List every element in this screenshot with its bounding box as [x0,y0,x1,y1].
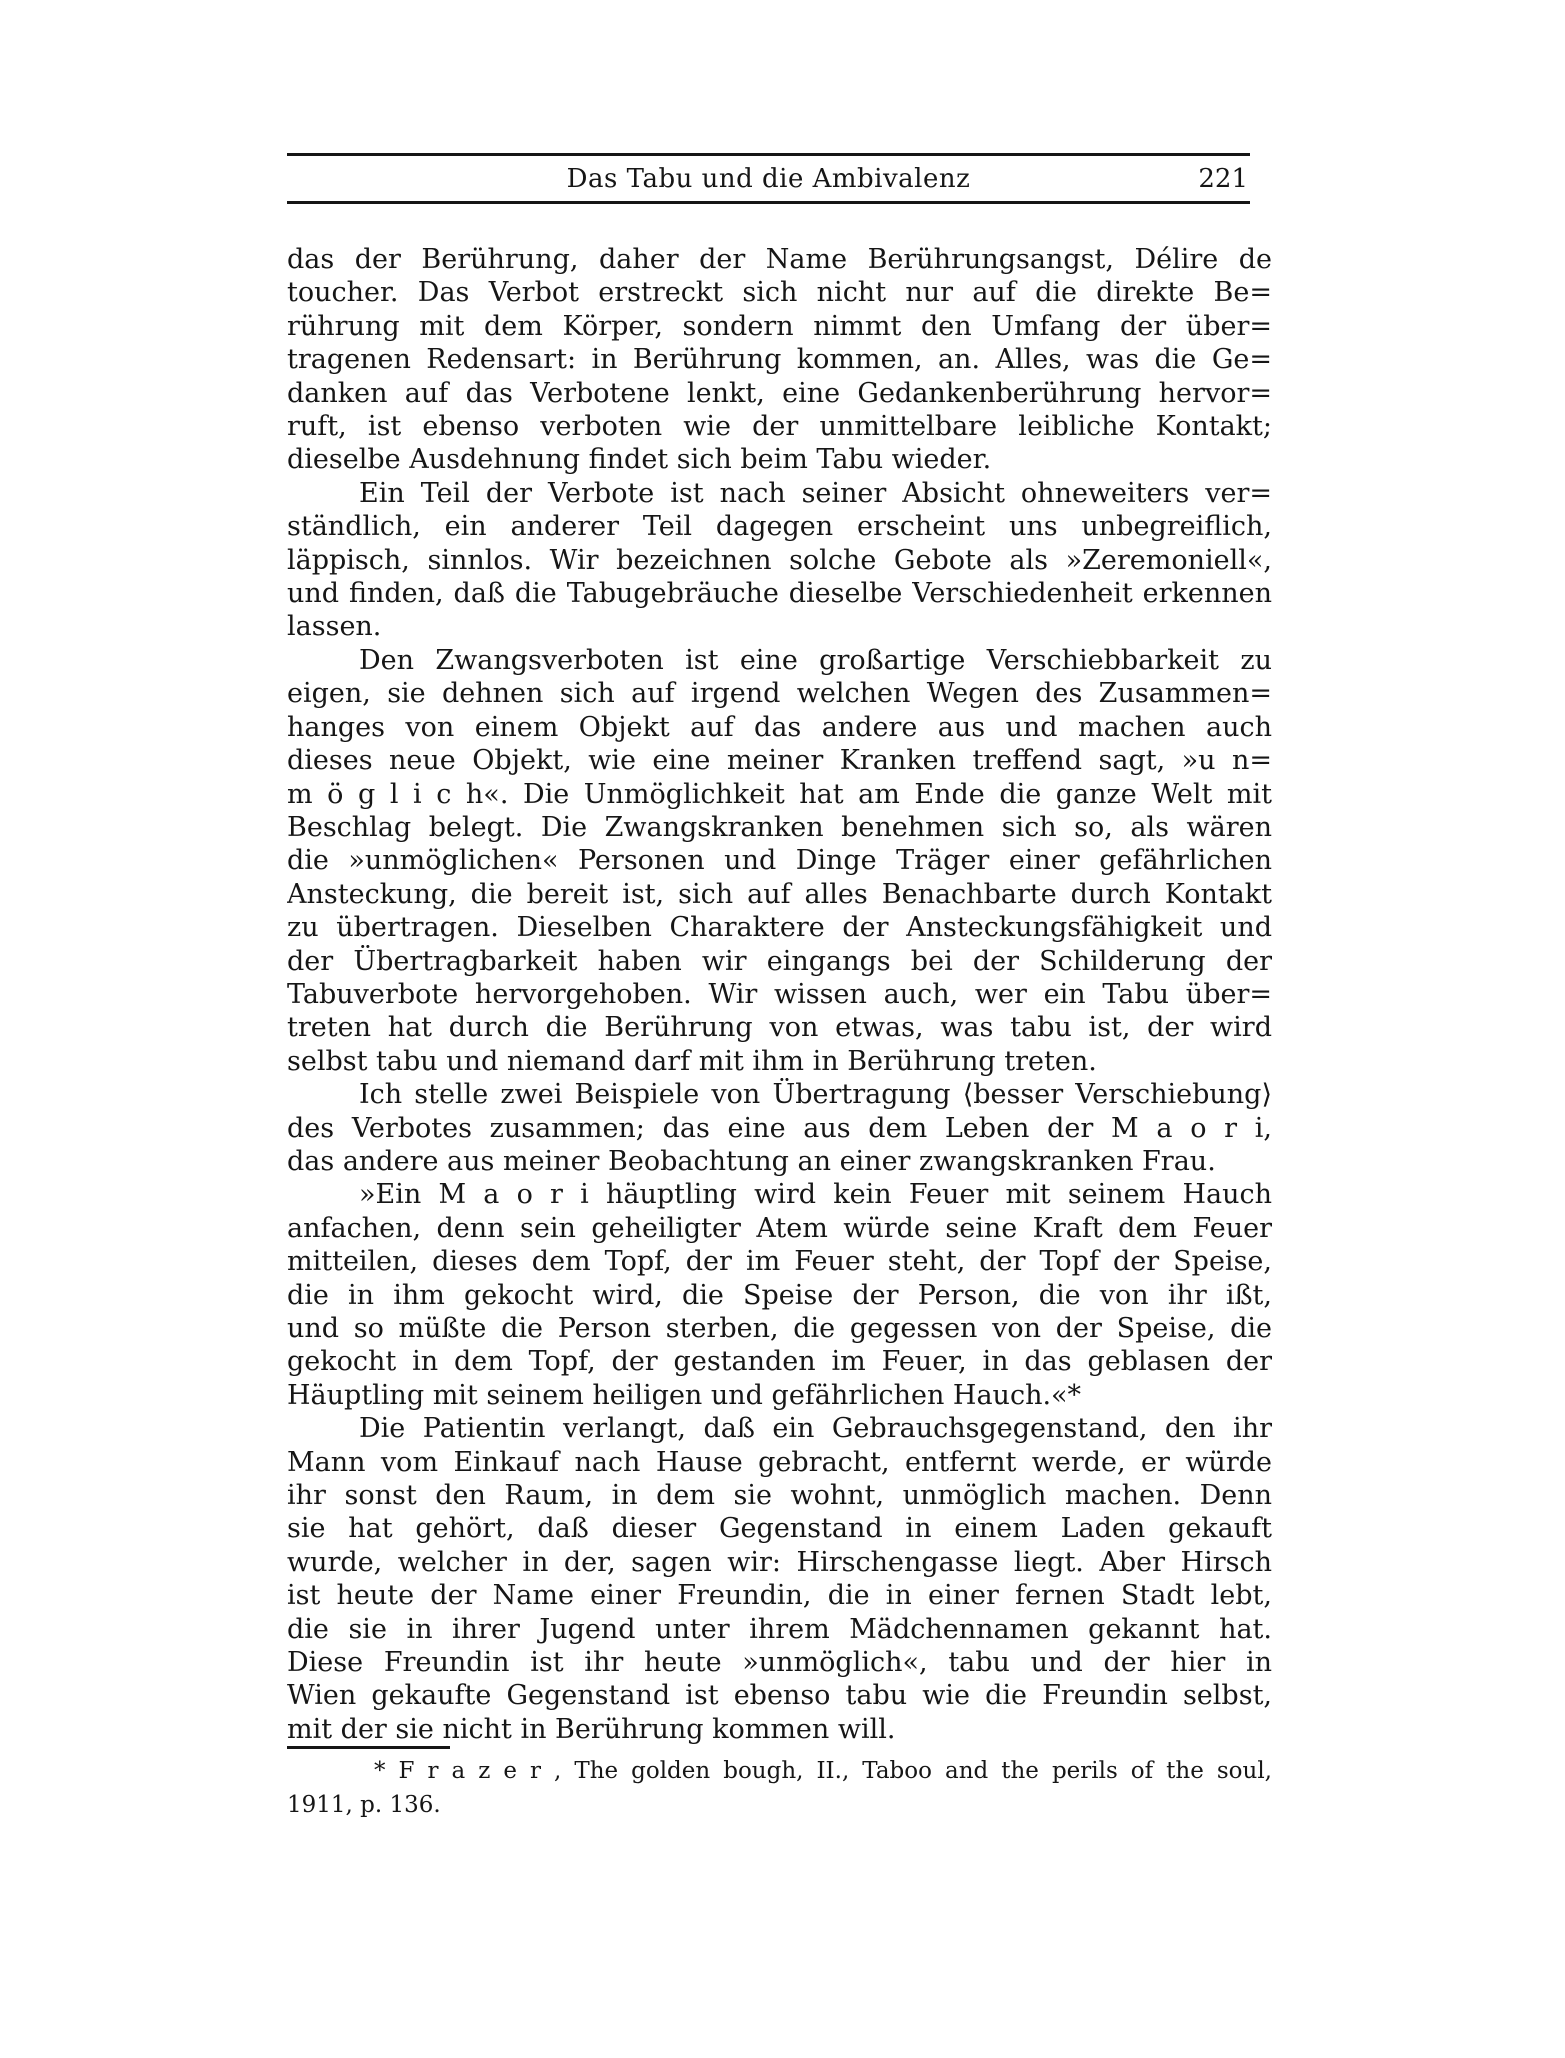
body-line: die »unmöglichen« Personen und Dinge Träger einer gefährlichen [287,845,1272,877]
body-line: »Ein M a o r i häuptling wird kein Feuer mit seinem Hauch [359,1179,1272,1211]
body-line: ständlich, ein anderer Teil dagegen erscheint uns unbegreiflich, [287,511,1272,543]
body-line: läppisch, sinnlos. Wir bezeichnen solche Gebote als »Zeremoniell«, [287,544,1272,576]
header-rule-top [287,153,1250,156]
body-line: das der Berührung, daher der Name Berührungsangst, Délire de [287,244,1272,275]
body-line: toucher. Das Verbot erstreckt sich nicht nur auf die direkte Be= [287,277,1272,309]
body-line: dieses neue Objekt, wie eine meiner Kranken treffend sagt, »u n= [287,745,1272,777]
page-number: 221 [1198,164,1248,194]
body-line: wurde, welcher in der, sagen wir: Hirschengasse liegt. Aber Hirsch [287,1546,1272,1578]
body-line: Die Patientin verlangt, daß ein Gebrauchsgegenstand, den ihr [359,1413,1272,1445]
body-line: die in ihm gekocht wird, die Speise der Person, die von ihr ißt, [287,1279,1272,1311]
header-rule-bottom [287,201,1250,204]
body-line: lassen. [287,611,382,643]
body-line: m ö g l i c h«. Die Unmöglichkeit hat am Ende die ganze Welt mit [287,778,1272,810]
body-line: das andere aus meiner Beobachtung an einer zwangskranken Frau. [287,1145,1216,1177]
body-line: Mann vom Einkauf nach Hause gebracht, entfernt werde, er würde [287,1446,1272,1478]
body-line: Ich stelle zwei Beispiele von Übertragung ⟨besser Verschiebung⟩ [359,1079,1272,1111]
body-line: Beschlag belegt. Die Zwangskranken benehmen sich so, als wären [287,811,1272,843]
body-line: rührung mit dem Körper, sondern nimmt den Umfang der über= [287,310,1272,342]
body-line: Tabuverbote hervorgehoben. Wir wissen auch, wer ein Tabu über= [287,978,1272,1010]
body-line: Ein Teil der Verbote ist nach seiner Absicht ohneweiters ver= [359,477,1272,509]
body-line: der Übertragbarkeit haben wir eingangs bei der Schilderung der [287,945,1272,977]
body-line: treten hat durch die Berührung von etwas, was tabu ist, der wird [287,1012,1272,1044]
body-line: und so müßte die Person sterben, die gegessen von der Speise, die [287,1313,1272,1344]
body-line: Diese Freundin ist ihr heute »unmöglich«, tabu und der hier in [287,1647,1272,1679]
body-line: danken auf das Verbotene lenkt, eine Gedankenberührung hervor= [287,377,1272,409]
body-text [287,243,1272,1746]
body-line: ist heute der Name einer Freundin, die in einer fernen Stadt lebt, [287,1580,1272,1612]
body-line: Den Zwangsverboten ist eine großartige Verschiebbarkeit zu [359,644,1272,676]
body-line: tragenen Redensart: in Berührung kommen, an. Alles, was die Ge= [287,344,1272,376]
body-line: gekocht in dem Topf, der gestanden im Feuer, in das geblasen der [287,1346,1272,1378]
body-line: und finden, daß die Tabugebräuche dieselbe Verschiedenheit erkennen [287,578,1272,610]
footnote-separator [287,1746,450,1749]
body-line: Häuptling mit seinem heiligen und gefährlichen Hauch.«* [287,1379,1082,1411]
body-line: Wien gekaufte Gegenstand ist ebenso tabu wie die Freundin selbst, [287,1680,1272,1712]
body-line: ruft, ist ebenso verboten wie der unmittelbare leibliche Kontakt; [287,411,1272,443]
body-line: die sie in ihrer Jugend unter ihrem Mädchennamen gekannt hat. [287,1613,1272,1645]
body-line: eigen, sie dehnen sich auf irgend welchen Wegen des Zusammen= [287,678,1272,710]
body-line: Ansteckung, die bereit ist, sich auf alles Benachbarte durch Kontakt [287,878,1272,910]
footnote-line: * F r a z e r , The golden bough, II., Taboo and the perils of the soul, [374,1758,1272,1784]
body-line: hanges von einem Objekt auf das andere aus und machen auch [287,711,1272,743]
running-header [287,158,1250,200]
body-line: selbst tabu und niemand darf mit ihm in Berührung treten. [287,1045,1097,1077]
footnote [287,1754,1272,1822]
body-line: zu übertragen. Dieselben Charaktere der Ansteckungsfähigkeit und [287,912,1272,944]
body-line: anfachen, denn sein geheiligter Atem würde seine Kraft dem Feuer [287,1212,1272,1244]
body-line: des Verbotes zusammen; das eine aus dem Leben der M a o r i, [287,1112,1272,1144]
body-line: sie hat gehört, daß dieser Gegenstand in einem Laden gekauft [287,1513,1272,1545]
body-line: mitteilen, dieses dem Topf, der im Feuer steht, der Topf der Speise, [287,1246,1272,1278]
body-line: ihr sonst den Raum, in dem sie wohnt, unmöglich machen. Denn [287,1480,1272,1512]
footnote-line: 1911, p. 136. [287,1792,441,1818]
body-line: mit der sie nicht in Berührung kommen will. [287,1713,896,1745]
page-title: Das Tabu und die Ambivalenz [566,164,971,194]
body-line: dieselbe Ausdehnung findet sich beim Tabu wieder. [287,444,992,476]
